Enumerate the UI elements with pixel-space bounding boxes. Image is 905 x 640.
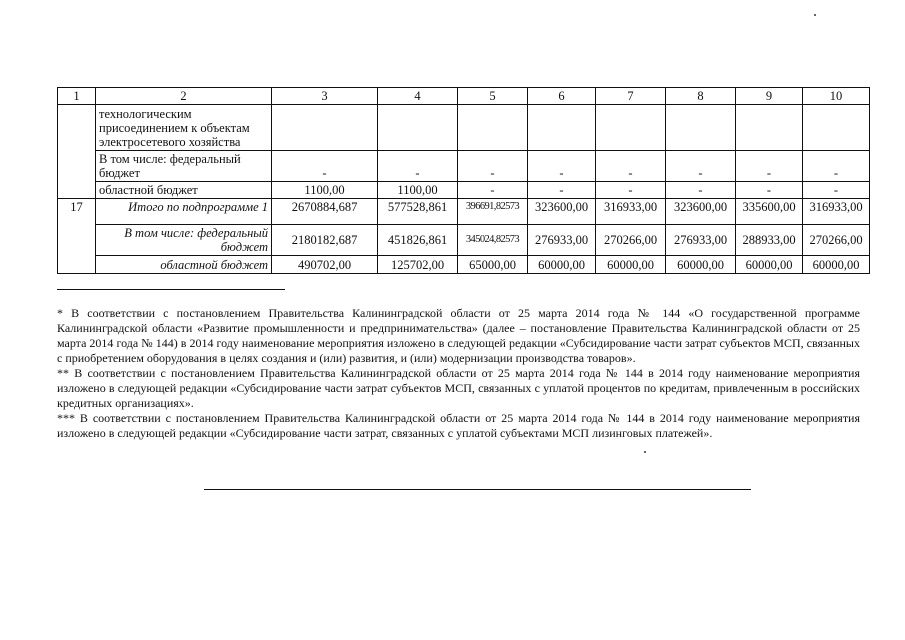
table-row: [58, 151, 870, 182]
row-label: технологическим присоединением к объектам электросетевого хозяйства: [96, 105, 272, 151]
table-row: [58, 225, 870, 256]
value-cell: -: [596, 151, 666, 182]
value-cell: 396691,82573: [458, 199, 528, 225]
row-label: В том числе: федеральный бюджет: [96, 151, 272, 182]
header-cell: 9: [736, 88, 803, 105]
value-cell: [666, 105, 736, 151]
value-cell: 65000,00: [458, 256, 528, 274]
table-row: [58, 105, 870, 151]
value-cell: 323600,00: [528, 199, 596, 225]
value-cell: -: [528, 182, 596, 199]
value-cell: [272, 105, 378, 151]
header-cell: 4: [378, 88, 458, 105]
value-cell: [458, 105, 528, 151]
header-cell: 1: [58, 88, 96, 105]
value-cell: -: [736, 151, 803, 182]
value-cell: 1100,00: [378, 182, 458, 199]
table-row: [58, 256, 870, 274]
value-cell: [736, 105, 803, 151]
value-cell: 316933,00: [596, 199, 666, 225]
value-cell: 270266,00: [596, 225, 666, 256]
value-cell: -: [803, 182, 870, 199]
value-cell: 60000,00: [596, 256, 666, 274]
table-row: [58, 199, 870, 225]
header-cell: 8: [666, 88, 736, 105]
value-cell: 270266,00: [803, 225, 870, 256]
footnote-3: *** В соответствии с постановлением Правительства Калининградской области от 25 марта 2014 года № 144 в 2014 году наименование мероприятия изложено в следующей редакции «Субсидирование части затрат, связанных с уплатой субъектами МСП лизинговых платежей».: [57, 411, 860, 440]
value-cell: 490702,00: [272, 256, 378, 274]
row-label: областной бюджет: [96, 182, 272, 199]
value-cell: 2670884,687: [272, 199, 378, 225]
footnote-2: ** В соответствии с постановлением Правительства Калининградской области от 25 марта 2014 года № 144 в 2014 году наименование мероприятия изложено в следующей редакции «Субсидирование части затрат субъектов МСП, связанных с уплатой процентов по кредитам, привлеченным в российских кредитных организациях».: [57, 366, 860, 410]
row-number-cell: [58, 182, 96, 199]
value-cell: 288933,00: [736, 225, 803, 256]
value-cell: -: [272, 151, 378, 182]
value-cell: -: [458, 182, 528, 199]
footnotes: [57, 306, 860, 441]
header-cell: 7: [596, 88, 666, 105]
value-cell: 276933,00: [528, 225, 596, 256]
header-cell: 10: [803, 88, 870, 105]
value-cell: -: [458, 151, 528, 182]
row-number-cell: [58, 256, 96, 274]
value-cell: 1100,00: [272, 182, 378, 199]
value-cell: 2180182,687: [272, 225, 378, 256]
header-cell: 6: [528, 88, 596, 105]
value-cell: 60000,00: [528, 256, 596, 274]
value-cell: -: [803, 151, 870, 182]
row-label: областной бюджет: [96, 256, 272, 274]
value-cell: -: [666, 182, 736, 199]
value-cell: [803, 105, 870, 151]
footnote-1: * В соответствии с постановлением Правительства Калининградской области от 25 марта 2014 года № 144 «О государственной программе Калининградской области «Развитие промышленности и предпринимательства» (далее – постановление Правительства Калининградской области от 25 марта 2014 года № 144) в 2014 году наименование мероприятия изложено в следующей редакции «Субсидирование части затрат субъектов МСП, связанных с приобретением оборудования в целях создания и (или) развития, и (или) модернизации производства товаров».: [57, 306, 860, 365]
value-cell: 345024,82573: [458, 225, 528, 256]
value-cell: -: [378, 151, 458, 182]
table-row: [58, 182, 870, 199]
value-cell: 316933,00: [803, 199, 870, 225]
value-cell: 335600,00: [736, 199, 803, 225]
footnote-separator: [57, 289, 285, 290]
value-cell: [596, 105, 666, 151]
row-number-cell: [58, 105, 96, 151]
scan-speck: [644, 451, 646, 453]
value-cell: -: [736, 182, 803, 199]
value-cell: [528, 105, 596, 151]
value-cell: 125702,00: [378, 256, 458, 274]
value-cell: [378, 105, 458, 151]
value-cell: -: [596, 182, 666, 199]
scan-speck: [814, 14, 816, 16]
header-row: [58, 88, 870, 105]
value-cell: 60000,00: [666, 256, 736, 274]
row-label: Итого по подпрограмме 1: [96, 199, 272, 225]
row-number-cell: 17: [58, 199, 96, 225]
value-cell: 60000,00: [736, 256, 803, 274]
row-number-cell: [58, 225, 96, 256]
header-cell: 2: [96, 88, 272, 105]
header-cell: 5: [458, 88, 528, 105]
row-label: В том числе: федеральный бюджет: [96, 225, 272, 256]
value-cell: 276933,00: [666, 225, 736, 256]
header-cell: 3: [272, 88, 378, 105]
value-cell: 323600,00: [666, 199, 736, 225]
value-cell: -: [666, 151, 736, 182]
value-cell: 451826,861: [378, 225, 458, 256]
value-cell: -: [528, 151, 596, 182]
budget-table: [57, 87, 870, 274]
value-cell: 577528,861: [378, 199, 458, 225]
value-cell: 60000,00: [803, 256, 870, 274]
row-number-cell: [58, 151, 96, 182]
closing-line: [204, 489, 751, 490]
